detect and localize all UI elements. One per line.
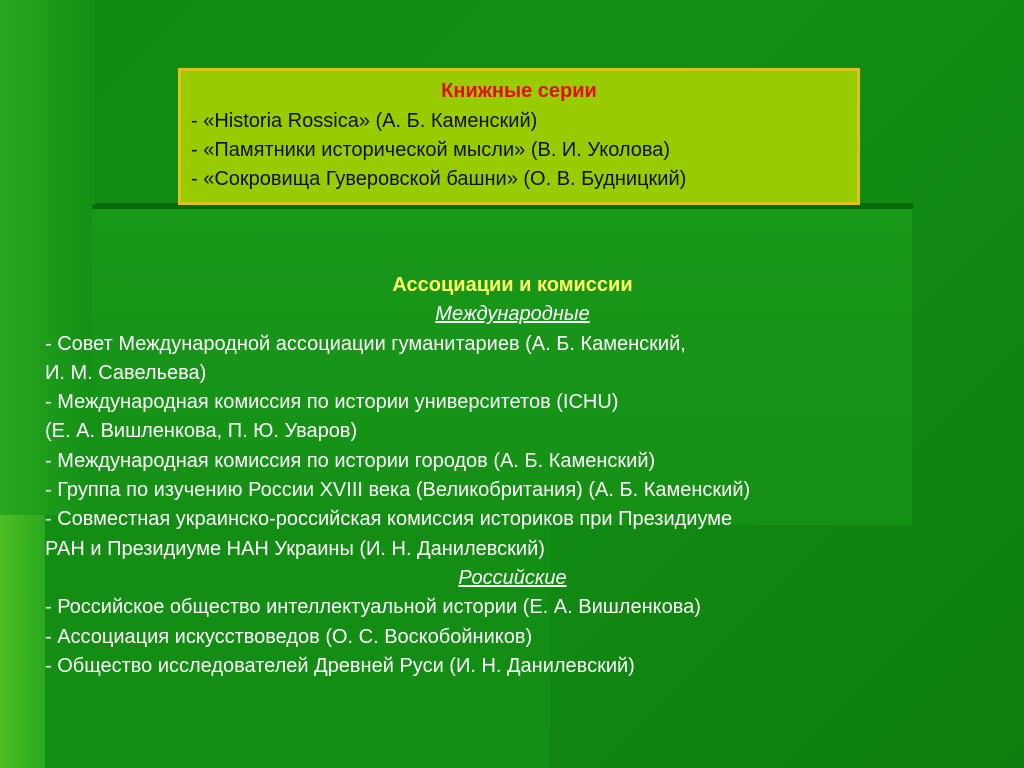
international-heading: Международные xyxy=(435,303,590,326)
international-line: - Совет Международной ассоциации гуманитариев (А. Б. Каменский, xyxy=(45,332,686,355)
background-left-accent xyxy=(0,515,45,768)
russian-line: - Ассоциация искусствоведов (О. С. Воскобойников) xyxy=(45,625,533,648)
associations-section xyxy=(45,271,980,681)
international-line: РАН и Президиуме НАН Украины (И. Н. Данилевский) xyxy=(45,537,545,560)
associations-title: Ассоциации и комиссии xyxy=(392,274,633,296)
book-series-item: - «Historia Rossica» (А. Б. Каменский) xyxy=(191,110,538,132)
book-series-box xyxy=(178,68,860,205)
book-series-item: - «Памятники исторической мысли» (В. И. Уколова) xyxy=(191,139,671,161)
international-line: (Е. А. Вишленкова, П. Ю. Уваров) xyxy=(45,420,358,443)
international-line: И. М. Савельева) xyxy=(45,361,207,384)
russian-line: - Общество исследователей Древней Руси (И. Н. Данилевский) xyxy=(45,654,635,677)
russian-heading: Российские xyxy=(458,566,567,589)
book-series-title: Книжные серии xyxy=(441,80,597,102)
international-line: - Группа по изучению России XVIII века (Великобритания) (А. Б. Каменский) xyxy=(45,479,751,502)
book-series-item: - «Сокровища Гуверовской башни» (О. В. Будницкий) xyxy=(191,168,687,190)
international-line: - Международная комиссия по истории городов (А. Б. Каменский) xyxy=(45,449,656,472)
russian-line: - Российское общество интеллектуальной истории (Е. А. Вишленкова) xyxy=(45,596,701,619)
international-line: - Международная комиссия по истории университетов (ICHU) xyxy=(45,391,619,414)
international-line: - Совместная украинско-российская комиссия историков при Президиуме xyxy=(45,508,733,531)
